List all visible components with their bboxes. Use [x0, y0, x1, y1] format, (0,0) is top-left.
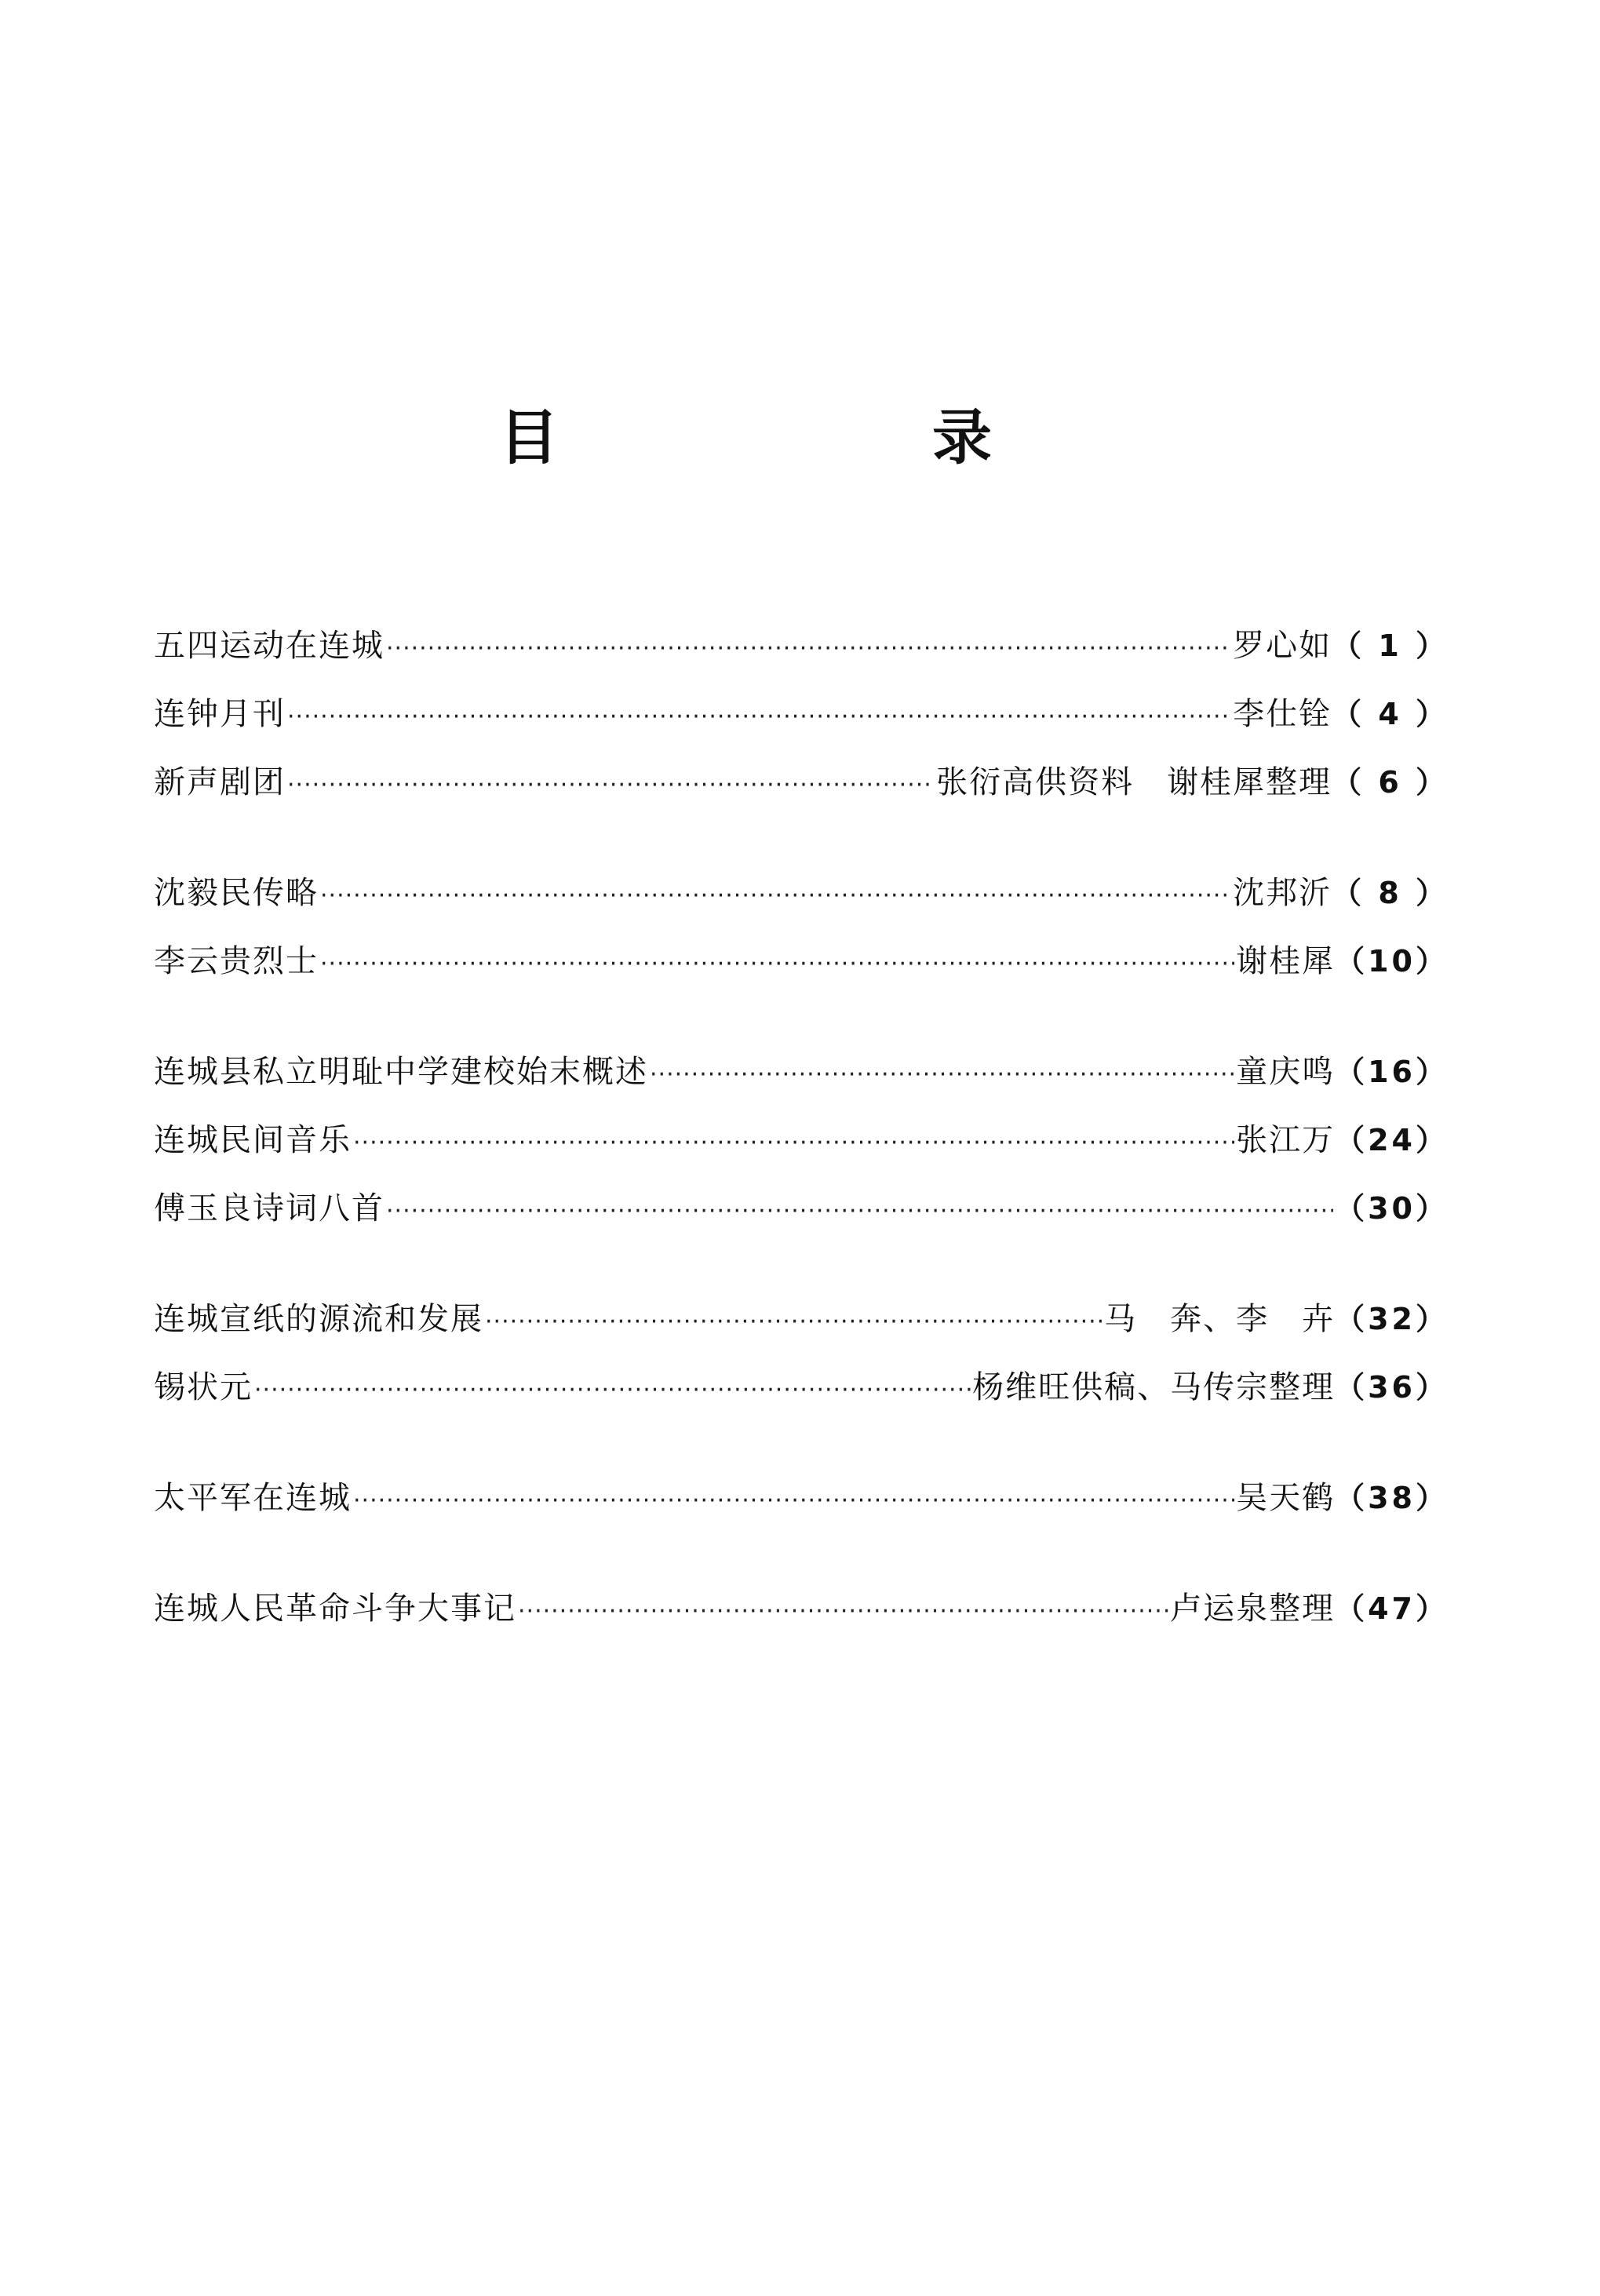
toc-entry [154, 1106, 1449, 1175]
entry-page-number: （ 6 ） [1332, 765, 1449, 800]
entry-page-number: （16） [1335, 1055, 1449, 1089]
dot-leader [287, 751, 935, 819]
entry-page-number: （10） [1335, 944, 1449, 979]
page-title: 目 录 [499, 403, 1149, 472]
entry-title: 连城县私立明耻中学建校始末概述 [154, 1054, 648, 1090]
entry-page-number: （32） [1335, 1302, 1449, 1336]
toc-entry [154, 1175, 1449, 1243]
entry-title: 沈毅民传略 [154, 875, 319, 911]
entry-author: 谢桂犀 [1236, 943, 1336, 979]
entry-title: 李云贵烈士 [154, 943, 319, 979]
dot-leader [254, 1356, 971, 1424]
entry-title: 连城人民革命斗争大事记 [154, 1591, 516, 1627]
entry-title: 傅玉良诗词八首 [154, 1190, 385, 1226]
entry-author: 沈邦沂 [1233, 875, 1332, 911]
entry-title: 太平军在连城 [154, 1480, 352, 1516]
entry-title: 连钟月刊 [154, 696, 286, 732]
entry-page-number: （30） [1335, 1191, 1449, 1226]
toc-entry [154, 1575, 1449, 1643]
entry-title: 锡状元 [154, 1369, 253, 1405]
toc-entry [154, 1354, 1449, 1422]
dot-leader [485, 1288, 1103, 1356]
entry-title: 五四运动在连城 [154, 628, 385, 664]
dot-leader [287, 683, 1231, 751]
entry-title: 连城民间音乐 [154, 1122, 352, 1158]
entry-title: 新声剧团 [154, 764, 286, 800]
toc-entry [154, 1285, 1449, 1354]
entry-author: 张衍高供资料 谢桂犀整理 [936, 764, 1332, 800]
dot-leader [386, 1177, 1333, 1245]
entry-author: 杨维旺供稿、马传宗整理 [972, 1369, 1336, 1405]
toc-entry [154, 749, 1449, 817]
dot-leader [518, 1577, 1168, 1645]
entry-page-number: （ 1 ） [1332, 629, 1449, 663]
dot-leader [386, 614, 1231, 683]
entry-page-number: （36） [1335, 1370, 1449, 1405]
dot-leader [353, 1109, 1234, 1177]
entry-author: 罗心如 [1233, 628, 1332, 664]
toc-entry [154, 859, 1449, 928]
entry-author: 马 奔、李 卉 [1104, 1301, 1336, 1337]
toc-entry [154, 1038, 1449, 1106]
toc-entry [154, 1464, 1449, 1532]
entry-author: 张江万 [1236, 1122, 1336, 1158]
entry-author: 李仕铨 [1233, 696, 1332, 732]
table-of-contents [154, 612, 1449, 1643]
entry-page-number: （24） [1335, 1123, 1449, 1157]
entry-page-number: （ 8 ） [1332, 876, 1449, 910]
dot-leader [320, 930, 1234, 998]
entry-author: 吴天鹤 [1236, 1480, 1336, 1516]
dot-leader [650, 1040, 1234, 1109]
entry-title: 连城宣纸的源流和发展 [154, 1301, 483, 1337]
toc-entry [154, 928, 1449, 996]
entry-page-number: （ 4 ） [1332, 697, 1449, 731]
entry-page-number: （38） [1335, 1481, 1449, 1515]
entry-page-number: （47） [1335, 1591, 1449, 1626]
dot-leader [353, 1467, 1234, 1535]
toc-entry [154, 680, 1449, 749]
dot-leader [320, 862, 1231, 930]
toc-entry [154, 612, 1449, 680]
entry-author: 卢运泉整理 [1170, 1591, 1336, 1627]
entry-author: 童庆鸣 [1236, 1054, 1336, 1090]
